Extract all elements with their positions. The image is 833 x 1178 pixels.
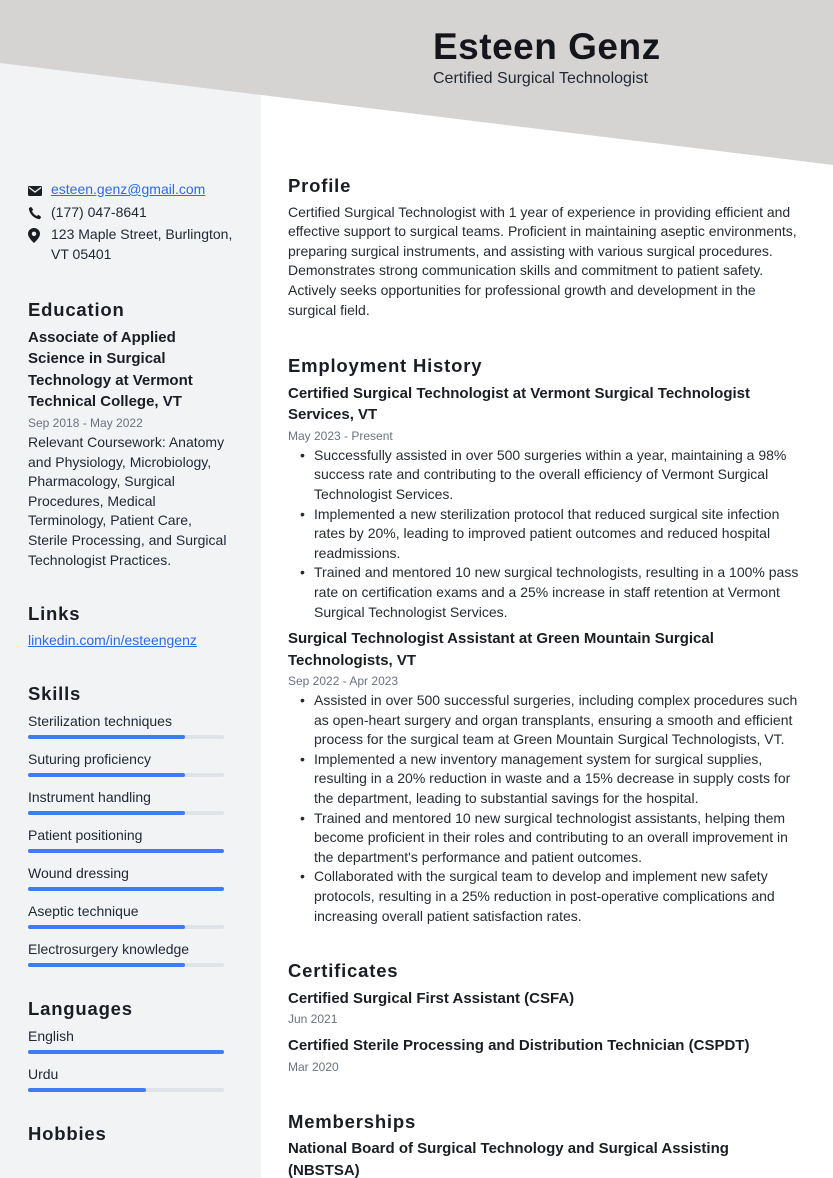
skill-level-track	[28, 963, 224, 967]
job-bullet: • Trained and mentored 10 new surgical technologist assistants, helping them become proficient in their roles and contributing to an overall improvement in the department's performance and patient outcomes.	[314, 809, 804, 868]
language-level-track	[28, 1050, 224, 1054]
header-band	[0, 0, 833, 170]
certificate-entry	[288, 1035, 804, 1077]
contact-phone	[28, 203, 233, 226]
job-bullet: • Successfully assisted in over 500 surgeries within a year, maintaining a 98% success rate and contributing to the overall efficiency of Vermont Surgical Technologist Services.	[314, 446, 804, 505]
memberships-heading: Memberships	[288, 1110, 417, 1132]
language-item	[28, 1064, 233, 1092]
skill-level-track	[28, 811, 224, 815]
skill-item	[28, 711, 233, 739]
phone-icon	[28, 206, 42, 226]
education-degree: Associate of Applied Science in Surgical Technology at Vermont Technical College, VT	[28, 328, 193, 411]
map-pin-icon	[28, 228, 42, 249]
skill-level-track	[28, 925, 224, 929]
job-dates: May 2023 - Present	[288, 428, 393, 443]
employment-heading: Employment History	[288, 355, 483, 377]
skills-section	[28, 684, 233, 967]
skill-label: Sterilization techniques	[28, 712, 172, 729]
job-bullet: • Implemented a new inventory management system for surgical supplies, resulting in a 20% reduction in waste and a 15% decrease in supply costs for the department, leading to substantial savings for the hospital.	[314, 750, 804, 809]
job-bullet: • Trained and mentored 10 new surgical technologists, resulting in a 100% pass rate on certification exams and a 25% increase in staff retention at Vermont Surgical Technologist Services.	[314, 563, 804, 622]
skill-item	[28, 825, 233, 853]
certificate-name: Certified Surgical First Assistant (CSFA)	[288, 989, 575, 1007]
skill-level-fill	[28, 811, 185, 815]
job-bullets	[288, 446, 804, 622]
skill-level-track	[28, 773, 224, 777]
education-coursework: Relevant Coursework: Anatomy and Physiology, Microbiology, Pharmacology, Surgical Procedures, Medical Terminology, Patient Care, Sterile Processing, and Surgical Technologist Practices.	[28, 433, 227, 568]
jobs-list	[288, 383, 804, 926]
contact-address	[28, 225, 233, 264]
email-link[interactable]: esteen.genz@gmail.com	[51, 181, 206, 197]
candidate-name: Esteen Genz	[433, 26, 661, 67]
skill-level-fill	[28, 925, 185, 929]
contact-email	[28, 180, 233, 203]
address	[51, 225, 232, 264]
language-item	[28, 1026, 233, 1054]
education-heading: Education	[28, 299, 125, 321]
membership-item: National Board of Surgical Technology and Surgical Assisting (NBSTSA)	[288, 1140, 729, 1178]
education-section	[28, 300, 233, 570]
address-line-2: VT 05401	[51, 245, 112, 262]
skill-item	[28, 901, 233, 929]
job-dates: Sep 2022 - Apr 2023	[288, 674, 399, 689]
profile-section	[288, 176, 804, 320]
skill-item	[28, 863, 233, 891]
job-entry	[288, 383, 804, 622]
links-section	[28, 604, 233, 650]
job-entry	[288, 628, 804, 926]
hobbies-heading: Hobbies	[28, 1122, 107, 1144]
skills-heading: Skills	[28, 683, 82, 705]
skill-level-fill	[28, 735, 185, 739]
certificates-list	[288, 988, 804, 1077]
skill-level-fill	[28, 773, 185, 777]
skill-level-track	[28, 735, 224, 739]
skill-item	[28, 787, 233, 815]
candidate-title: Certified Surgical Technologist	[433, 70, 648, 87]
language-level-fill	[28, 1050, 224, 1054]
sidebar	[28, 180, 233, 1150]
main-content	[288, 176, 804, 1178]
education-dates: Sep 2018 - May 2022	[28, 415, 143, 430]
skill-label: Electrosurgery knowledge	[28, 940, 190, 957]
skill-item	[28, 749, 233, 777]
envelope-icon	[28, 183, 42, 203]
skill-level-track	[28, 849, 224, 853]
skill-item	[28, 939, 233, 967]
hobbies-section	[28, 1124, 233, 1144]
job-title: Surgical Technologist Assistant at Green Mountain Surgical Technologists, VT	[288, 630, 714, 669]
memberships-section	[288, 1112, 804, 1178]
job-bullets	[288, 691, 804, 926]
language-label: English	[28, 1027, 74, 1044]
certificate-entry	[288, 988, 804, 1030]
skill-level-track	[28, 887, 224, 891]
profile-heading: Profile	[288, 175, 352, 196]
certificate-date: Mar 2020	[288, 1059, 339, 1074]
skill-level-fill	[28, 963, 185, 967]
language-level-track	[28, 1088, 224, 1092]
phone-number: (177) 047-8641	[51, 203, 147, 220]
contact-block	[28, 180, 233, 264]
job-bullet: • Implemented a new sterilization protocol that reduced surgical site infection rates by 20%, leading to improved patient outcomes and reduced hospital readmissions.	[314, 505, 804, 564]
language-label: Urdu	[28, 1065, 59, 1082]
employment-section	[288, 356, 804, 926]
language-level-fill	[28, 1088, 146, 1092]
skill-label: Suturing proficiency	[28, 750, 151, 767]
skill-level-fill	[28, 887, 224, 891]
linkedin-link[interactable]: linkedin.com/in/esteengenz	[28, 631, 197, 648]
certificate-date: Jun 2021	[288, 1012, 338, 1027]
languages-section	[28, 999, 233, 1092]
links-heading: Links	[28, 603, 81, 625]
certificates-section	[288, 961, 804, 1077]
certificates-heading: Certificates	[288, 960, 399, 982]
job-bullet: • Collaborated with the surgical team to develop and implement new safety protocols, resulting in a 25% reduction in post-operative complications and increasing overall patient satisfaction rates.	[314, 867, 804, 926]
address-line-1: 123 Maple Street, Burlington,	[51, 226, 233, 243]
job-bullet: • Assisted in over 500 successful surgeries, including complex procedures such as open-heart surgery and organ transplants, ensuring a smooth and efficient process for the surgical team at Green Mountain Surgical Technologists, VT.	[314, 691, 804, 750]
skill-label: Patient positioning	[28, 826, 143, 843]
skill-label: Instrument handling	[28, 788, 151, 805]
job-title: Certified Surgical Technologist at Vermont Surgical Technologist Services, VT	[288, 384, 751, 424]
languages-heading: Languages	[28, 997, 133, 1019]
skills-list	[28, 711, 233, 967]
languages-list	[28, 1026, 233, 1092]
skill-label: Aseptic technique	[28, 902, 139, 919]
skill-level-fill	[28, 849, 224, 853]
skill-label: Wound dressing	[28, 864, 129, 881]
profile-text: Certified Surgical Technologist with 1 year of experience in providing efficient and effective support to surgical teams. Proficient in maintaining aseptic environments, preparing surgical instruments, and assisting with various surgical procedures. Demonstrates strong communication skills and commitment to patient safety. Actively seeks opportunities for professional growth and development in the surgical field.	[288, 203, 797, 318]
certificate-name: Certified Sterile Processing and Distribution Technician (CSPDT)	[288, 1037, 750, 1055]
